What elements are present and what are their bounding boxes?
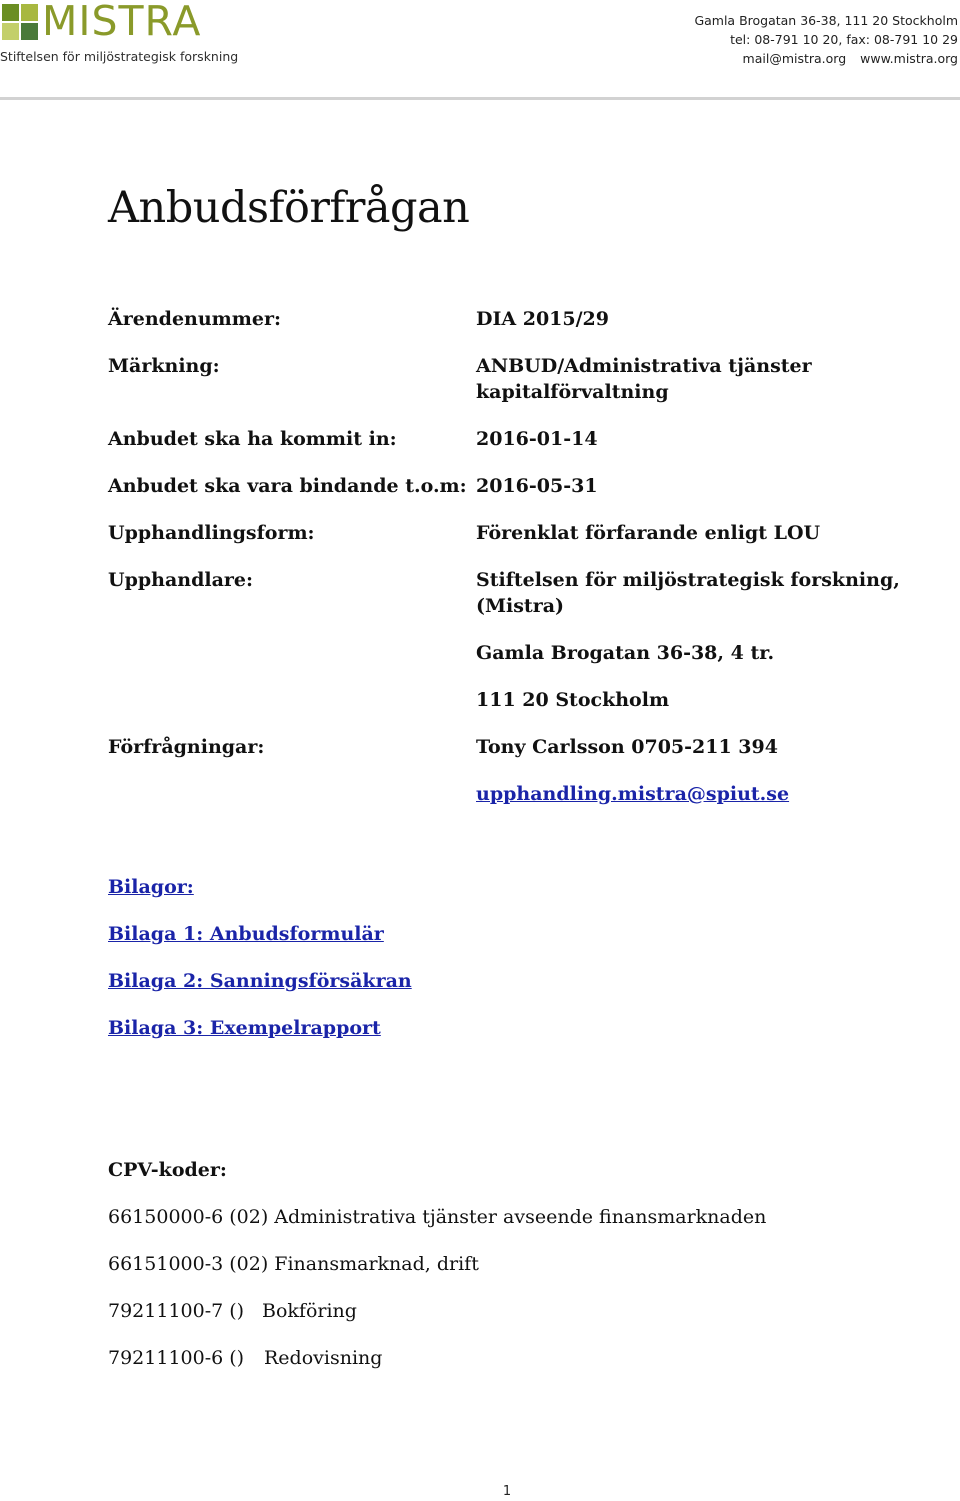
- inquiries-contact: Tony Carlsson 0705-211 394: [476, 736, 778, 758]
- procurer-name-line2: (Mistra): [476, 595, 565, 617]
- contact-email[interactable]: mail@mistra.org: [742, 51, 847, 66]
- page-number: 1: [502, 1484, 512, 1499]
- mistra-logo-mark-icon: [2, 4, 38, 40]
- marking-value-line2: kapitalförvaltning: [476, 381, 669, 403]
- attachment-item: [108, 921, 384, 947]
- submission-date-label: Anbudet ska ha kommit in:: [108, 428, 397, 450]
- inquiries-email-link[interactable]: upphandling.mistra@spiut.se: [476, 783, 790, 805]
- cpv-row: [108, 1204, 766, 1230]
- cpv-row: [108, 1251, 479, 1277]
- contact-website[interactable]: www.mistra.org: [860, 51, 958, 66]
- header-contact: [694, 11, 958, 68]
- contact-address: Gamla Brogatan 36-38, 111 20 Stockholm: [694, 13, 958, 28]
- cpv-heading: CPV-koder:: [108, 1159, 227, 1181]
- procurer-name-line1: Stiftelsen för miljöstrategisk forskning,: [476, 569, 900, 591]
- binding-until-value: 2016-05-31: [476, 475, 598, 497]
- attachments-heading-link[interactable]: Bilagor:: [108, 876, 194, 898]
- case-number-value: DIA 2015/29: [476, 308, 609, 330]
- procurer-street: Gamla Brogatan 36-38, 4 tr.: [476, 642, 775, 664]
- cpv-code: 66150000-6 (02) Administrativa tjänster avseende finansmarknaden: [108, 1206, 767, 1228]
- contact-web-row: [694, 49, 958, 68]
- attachment-2-link[interactable]: Bilaga 2: Sanningsförsäkran: [108, 970, 412, 992]
- cpv-description: Bokföring: [262, 1300, 357, 1322]
- case-number-label: Ärendenummer:: [108, 308, 281, 330]
- cpv-code: 66151000-3 (02) Finansmarknad, drift: [108, 1253, 479, 1275]
- document-title: Anbudsförfrågan: [108, 183, 470, 233]
- header-divider: [0, 97, 960, 100]
- submission-date-value: 2016-01-14: [476, 428, 598, 450]
- marking-value-line1: ANBUD/Administrativa tjänster: [476, 355, 812, 377]
- attachment-3-link[interactable]: Bilaga 3: Exempelrapport: [108, 1017, 381, 1039]
- inquiries-email-row: [476, 781, 789, 807]
- mistra-logo: [0, 0, 260, 70]
- cpv-code: 79211100-6 (): [108, 1347, 245, 1369]
- contact-phone-fax: tel: 08-791 10 20, fax: 08-791 10 29: [730, 32, 958, 47]
- cpv-code: 79211100-7 (): [108, 1300, 245, 1322]
- attachment-1-link[interactable]: Bilaga 1: Anbudsformulär: [108, 923, 384, 945]
- procurer-city: 111 20 Stockholm: [476, 689, 670, 711]
- logo-wordmark: MISTRA: [42, 0, 202, 45]
- cpv-row: [108, 1345, 383, 1371]
- marking-label: Märkning:: [108, 355, 220, 377]
- attachments-heading: [108, 874, 194, 900]
- logo-subtitle: Stiftelsen för miljöstrategisk forskning: [0, 49, 239, 64]
- inquiries-label: Förfrågningar:: [108, 736, 265, 758]
- procurement-form-label: Upphandlingsform:: [108, 522, 315, 544]
- binding-until-label: Anbudet ska vara bindande t.o.m:: [108, 475, 467, 497]
- attachment-item: [108, 968, 412, 994]
- attachment-item: [108, 1015, 381, 1041]
- cpv-description: Redovisning: [264, 1347, 383, 1369]
- procurer-label: Upphandlare:: [108, 569, 254, 591]
- procurement-form-value: Förenklat förfarande enligt LOU: [476, 522, 821, 544]
- cpv-row: [108, 1298, 357, 1324]
